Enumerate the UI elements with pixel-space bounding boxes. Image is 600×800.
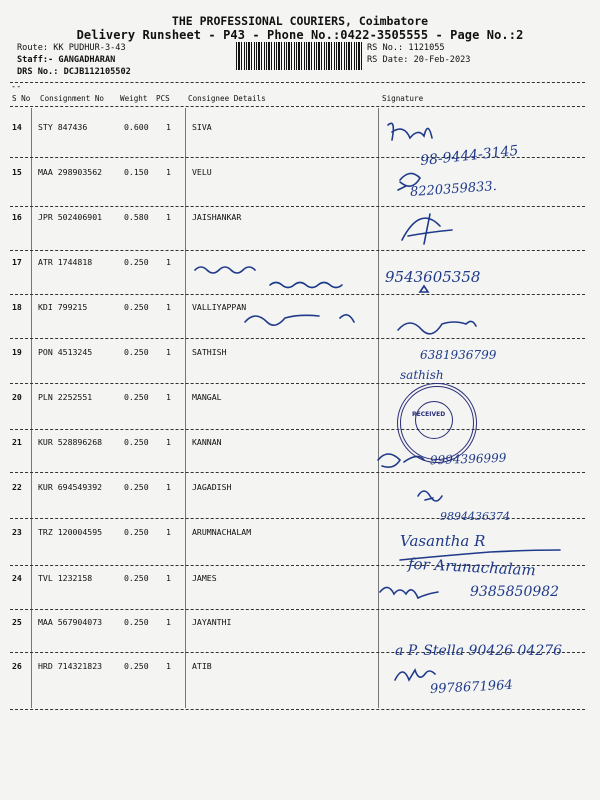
row-weight: 0.600: [124, 122, 149, 132]
signature-24: [380, 587, 438, 598]
row-consignment: TRZ 120004595: [38, 527, 103, 537]
staff-label: Staff:- GANGADHARAN: [17, 55, 116, 65]
col-consignment: Consignment No: [40, 94, 105, 103]
handwritten-text: a P. Stella 90426 04276: [395, 643, 563, 659]
row-consignee: SIVA: [192, 122, 212, 132]
row-sno: 16: [12, 212, 22, 222]
signature-16: [402, 214, 452, 244]
row-weight: 0.250: [124, 527, 149, 537]
row-consignee: VALLIYAPPAN: [192, 302, 247, 312]
handwritten-name: sathish: [400, 368, 444, 382]
handwritten-phone: 6381936799: [420, 348, 497, 362]
row-weight: 0.250: [124, 257, 149, 267]
row-consignee: JAMES: [192, 573, 217, 583]
row-consignee: KANNAN: [192, 437, 222, 447]
row-sno: 25: [12, 617, 22, 627]
row-consignment: KDI 799215: [38, 302, 88, 312]
row-consignee: JAYANTHI: [192, 617, 232, 627]
signature-18a: [245, 315, 354, 325]
row-pcs: 1: [166, 482, 171, 492]
row-pcs: 1: [166, 437, 171, 447]
row-weight: 0.250: [124, 437, 149, 447]
row-weight: 0.250: [124, 573, 149, 583]
rubber-stamp-center: [415, 401, 453, 439]
row-consignee: JAGADISH: [192, 482, 232, 492]
row-consignment: PON 4513245: [38, 347, 93, 357]
stamp-text: RECEIVED: [412, 411, 446, 418]
route-label: Route: KK PUDHUR-3-43: [17, 43, 126, 53]
row-consignment: PLN 2252551: [38, 392, 93, 402]
row-pcs: 1: [166, 573, 171, 583]
row-weight: 0.250: [124, 347, 149, 357]
col-weight: Weight: [120, 94, 148, 103]
col-pcs: PCS: [156, 94, 170, 103]
row-sno: 21: [12, 437, 22, 447]
row-weight: 0.250: [124, 661, 149, 671]
handwritten-phone: 8220359833.: [409, 178, 498, 201]
row-consignment: JPR 502406901: [38, 212, 103, 222]
row-sno: 24: [12, 573, 22, 583]
row-sno: 26: [12, 661, 22, 671]
row-sno: 19: [12, 347, 22, 357]
col-signature: Signature: [382, 94, 424, 103]
rs-date: RS Date: 20-Feb-2023: [367, 55, 471, 65]
row-weight: 0.150: [124, 167, 149, 177]
row-consignee: VELU: [192, 167, 212, 177]
row-weight: 0.250: [124, 302, 149, 312]
row-consignee: ARUMNACHALAM: [192, 527, 252, 537]
row-consignee: JAISHANKAR: [192, 212, 242, 222]
row-pcs: 1: [166, 527, 171, 537]
row-pcs: 1: [166, 302, 171, 312]
row-weight: 0.250: [124, 392, 149, 402]
handwritten-phone: 9978671964: [429, 677, 514, 698]
row-consignment: STY 847436: [38, 122, 88, 132]
row-pcs: 1: [166, 617, 171, 627]
row-consignment: HRD 714321823: [38, 661, 103, 671]
row-sno: 18: [12, 302, 22, 312]
row-weight: 0.580: [124, 212, 149, 222]
signature-22: [418, 491, 442, 501]
row-pcs: 1: [166, 257, 171, 267]
signature-14: [388, 123, 432, 140]
signature-17c: [420, 286, 428, 292]
row-weight: 0.250: [124, 482, 149, 492]
row-consignee: ATIB: [192, 661, 212, 671]
row-pcs: 1: [166, 661, 171, 671]
col-consignee: Consignee Details: [188, 94, 266, 103]
row-sno: 23: [12, 527, 22, 537]
row-sno: 20: [12, 392, 22, 402]
row-pcs: 1: [166, 347, 171, 357]
handwritten-phone: 9994396999: [429, 450, 507, 468]
handwritten-phone: 9385850982: [470, 584, 560, 600]
row-sno: 15: [12, 167, 22, 177]
row-sno: 17: [12, 257, 22, 267]
row-weight: 0.250: [124, 617, 149, 627]
handwritten-phone: 98-9444-3145: [419, 142, 520, 170]
row-consignee: SATHISH: [192, 347, 227, 357]
rs-number: RS No.: 1121055: [367, 43, 445, 53]
row-pcs: 1: [166, 212, 171, 222]
row-consignee: MANGAL: [192, 392, 222, 402]
signature-17a: [195, 267, 255, 273]
signature-17b: [270, 283, 342, 288]
handwritten-name: for Arunachalam: [407, 554, 537, 580]
runsheet-subtitle: Delivery Runsheet - P43 - Phone No.:0422-3505555 - Page No.:2: [76, 28, 524, 42]
col-sno: S No: [12, 94, 31, 103]
row-pcs: 1: [166, 167, 171, 177]
row-consignment: KUR 528896268: [38, 437, 103, 447]
handwritten-name: Vasantha R: [400, 532, 486, 550]
row-consignment: ATR 1744818: [38, 257, 93, 267]
handwritten-phone: 9543605358: [385, 268, 481, 286]
drs-number: DRS No.: DCJB112105502: [17, 67, 131, 77]
handwritten-phone: 9894436374: [440, 510, 510, 523]
row-consignment: MAA 298903562: [38, 167, 103, 177]
row-pcs: 1: [166, 122, 171, 132]
divider-mark: --: [11, 82, 22, 92]
row-sno: 14: [12, 122, 22, 132]
signature-26: [395, 670, 435, 680]
signature-18b: [398, 321, 476, 333]
row-consignment: MAA 567904073: [38, 617, 103, 627]
row-pcs: 1: [166, 392, 171, 402]
row-sno: 22: [12, 482, 22, 492]
company-title: THE PROFESSIONAL COURIERS, Coimbatore: [171, 14, 429, 28]
row-consignment: KUR 694549392: [38, 482, 103, 492]
row-consignment: TVL 1232158: [38, 573, 93, 583]
